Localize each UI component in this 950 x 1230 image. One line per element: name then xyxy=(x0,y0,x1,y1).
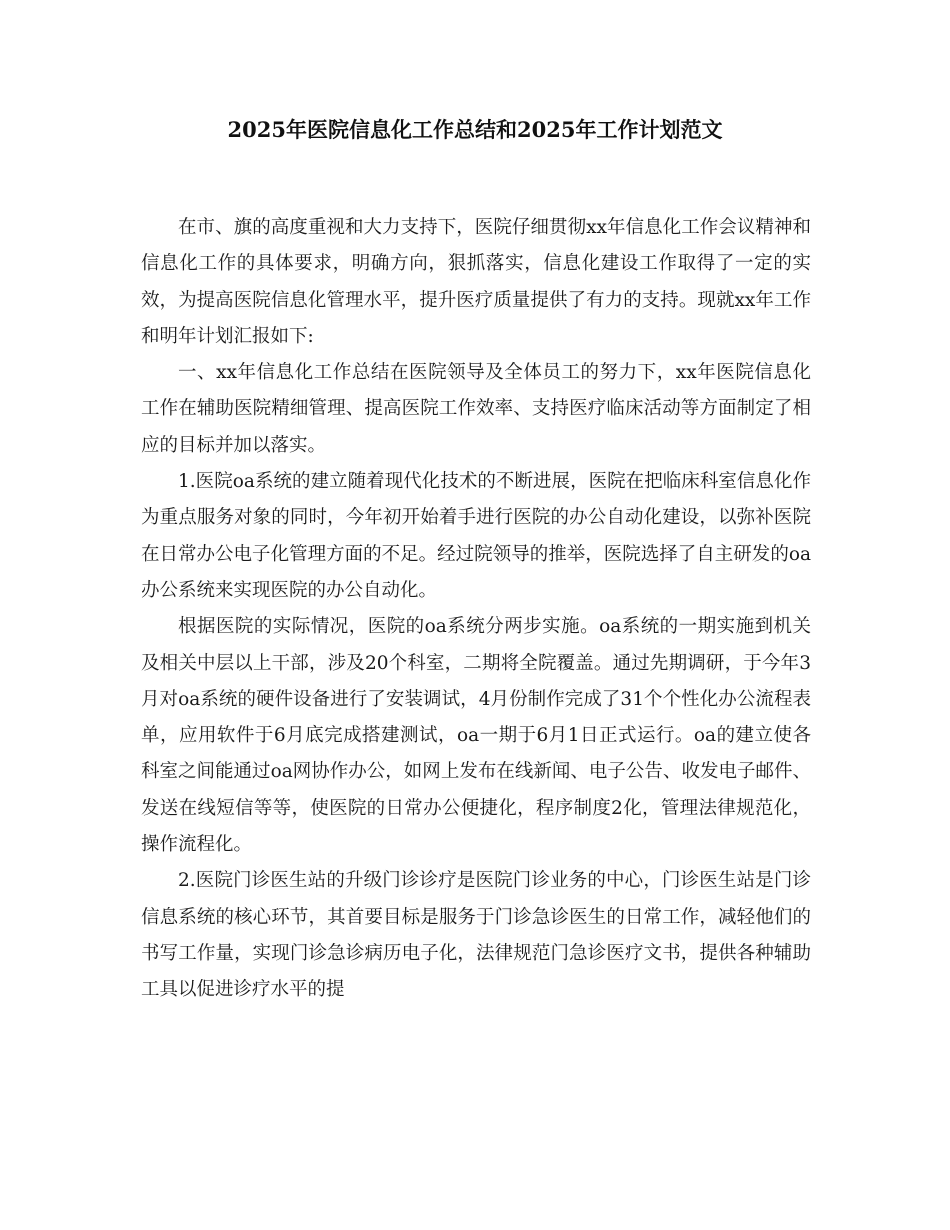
paragraph-oa-system: 1.医院oa系统的建立随着现代化技术的不断进展，医院在把临床科室信息化作为重点服务对象的同时，今年初开始着手进行医院的办公自动化建设，以弥补医院在日常办公电子化管理方面的不足。经过院领导的推举，医院选择了自主研发的oa办公系统来实现医院的办公自动化。 xyxy=(141,471,811,601)
paragraph-oa-implementation: 根据医院的实际情况，医院的oa系统分两步实施。oa系统的一期实施到机关及相关中层以上干部，涉及20个科室，二期将全院覆盖。通过先期调研，于今年3月对oa系统的硬件设备进行了安装调试，4月份制作完成了31个个性化办公流程表单，应用软件于6月底完成搭建测试，oa一期于6月1日正式运行。oa的建立使各科室之间能通过oa网协作办公，如网上发布在线新闻、电子公告、收发电子邮件、发送在线短信等等，使医院的日常办公便捷化，程序制度2化，管理法律规范化，操作流程化。 xyxy=(141,616,811,856)
paragraph-outpatient-upgrade: 2.医院门诊医生站的升级门诊诊疗是医院门诊业务的中心，门诊医生站是门诊信息系统的核心环节，其首要目标是服务于门诊急诊医生的日常工作，减轻他们的书写工作量，实现门诊急诊病历电子化，法律规范门急诊医疗文书，提供各种辅助工具以促进诊疗水平的提 xyxy=(141,870,811,1001)
document-title: 2025年医院信息化工作总结和2025年工作计划范文 xyxy=(227,117,723,142)
paragraph-section-one: 一、xx年信息化工作总结在医院领导及全体员工的努力下，xx年医院信息化工作在辅助医院精细管理、提高医院工作效率、支持医疗临床活动等方面制定了相应的目标并加以落实。 xyxy=(141,362,811,456)
paragraph-intro: 在市、旗的高度重视和大力支持下，医院仔细贯彻xx年信息化工作会议精神和信息化工作的具体要求，明确方向，狠抓落实，信息化建设工作取得了一定的实效，为提高医院信息化管理水平，提升医疗质量提供了有力的支持。现就xx年工作和明年计划汇报如下: xyxy=(141,217,811,347)
document-body xyxy=(141,210,811,1009)
